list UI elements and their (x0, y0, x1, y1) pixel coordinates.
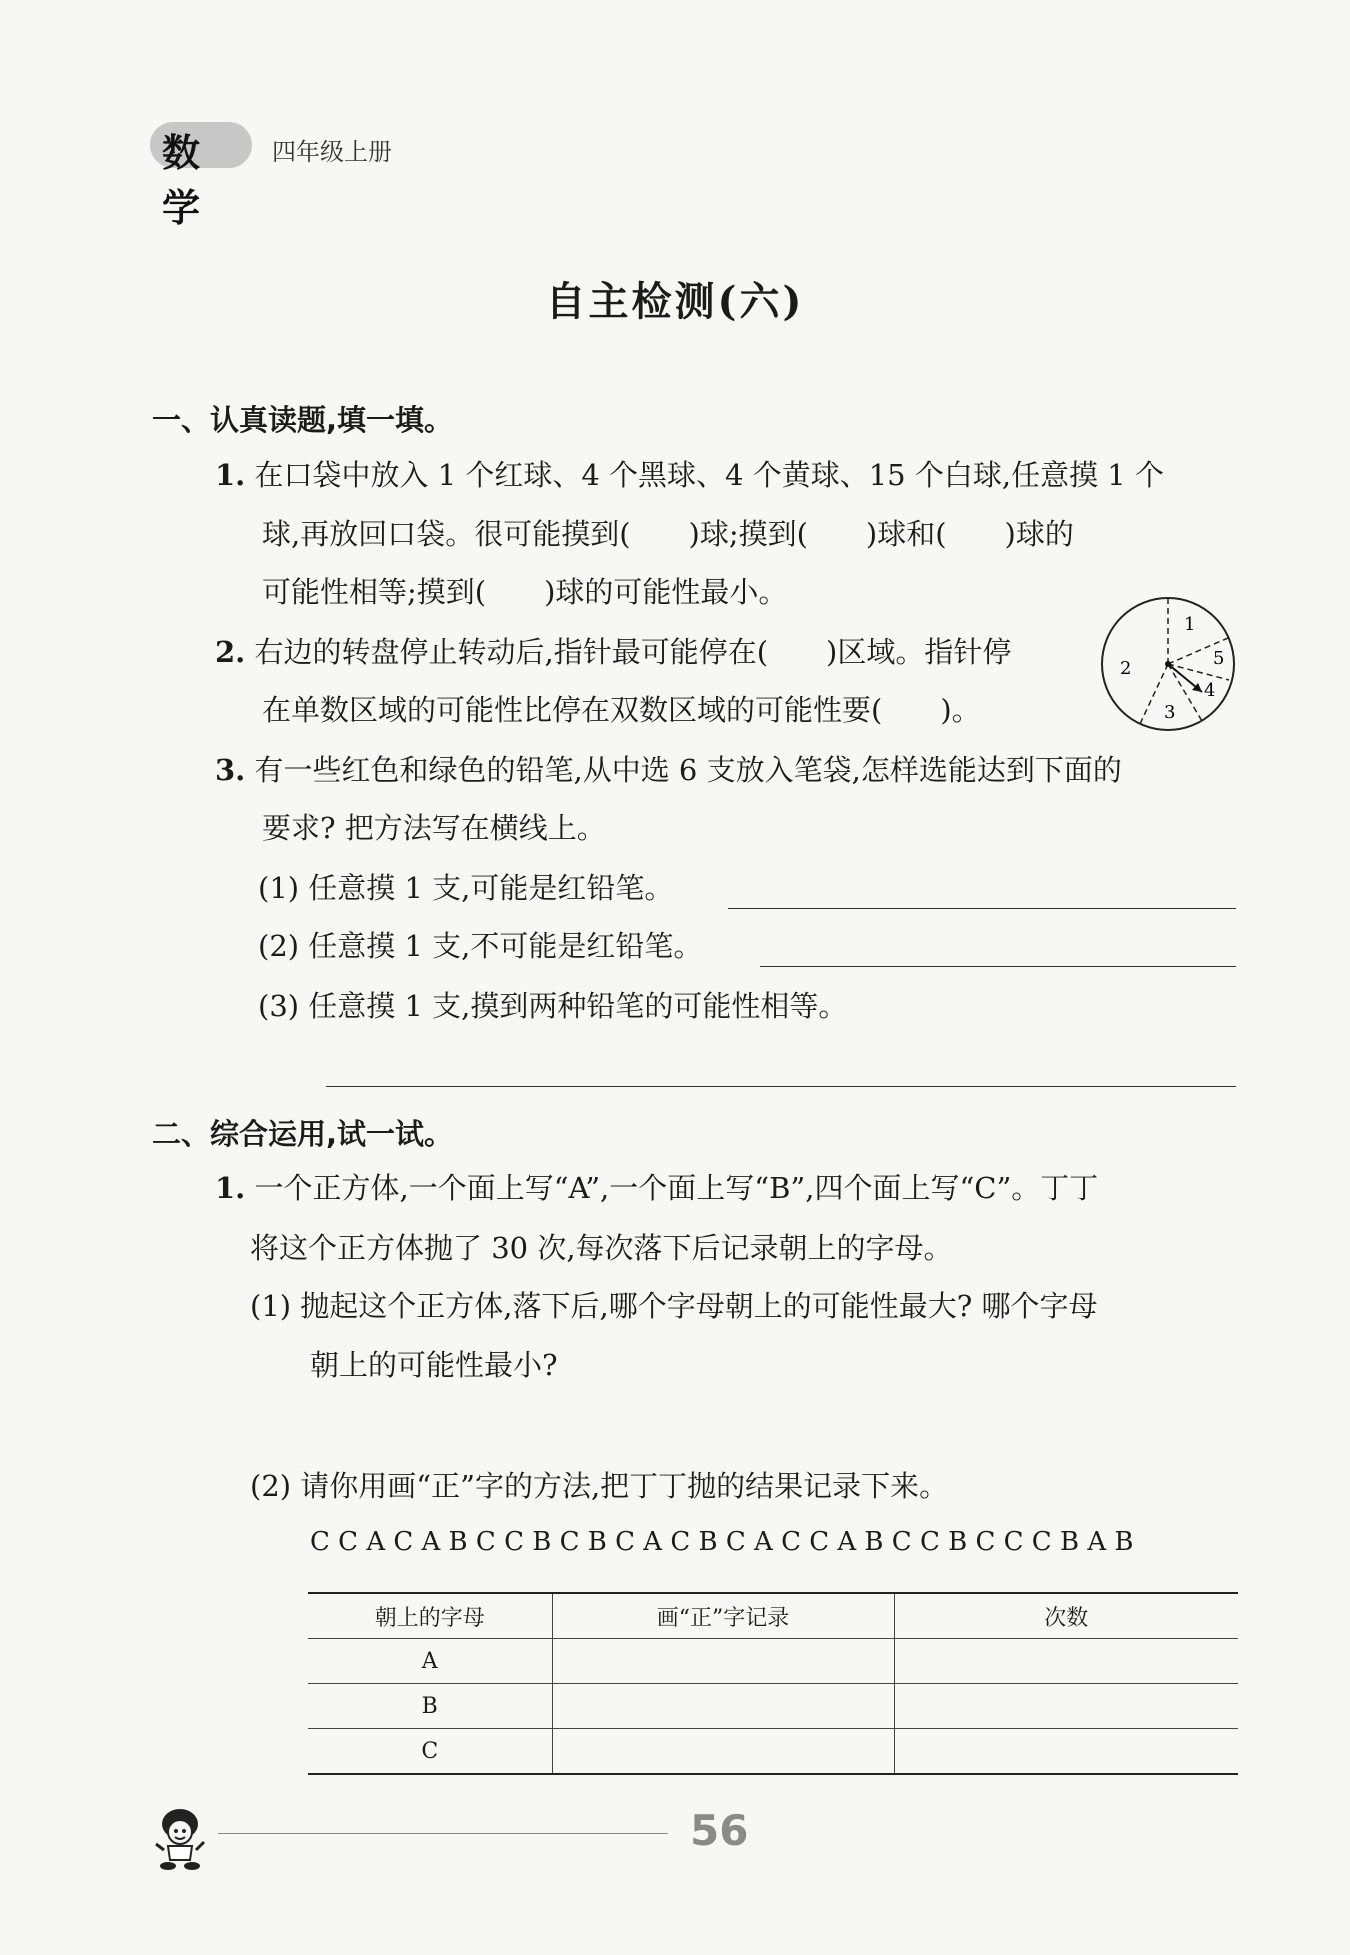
page-title: 自主检测(六) (545, 278, 805, 325)
cell-record[interactable] (552, 1729, 894, 1775)
answer-line-3[interactable] (326, 1086, 1236, 1087)
section1-heading: 一、认真读题,填一填。 (152, 403, 454, 437)
spinner-label-5: 5 (1213, 648, 1225, 669)
header-letter: 朝上的字母 (308, 1593, 552, 1639)
s2-q1-line2: 将这个正方体抛了 30 次,每次落下后记录朝上的字母。 (250, 1231, 953, 1265)
cartoon-mascot-icon (150, 1802, 220, 1872)
cell-record[interactable] (552, 1684, 894, 1729)
s1-q3-line2: 要求? 把方法写在横线上。 (262, 811, 606, 845)
s1-q3-line1 (215, 750, 1122, 790)
cell-record[interactable] (552, 1639, 894, 1684)
table-row (308, 1729, 1238, 1775)
s1-q1-number: 1. (215, 458, 246, 492)
section2-heading: 二、综合运用,试一试。 (152, 1117, 454, 1151)
s2-q1-number: 1. (215, 1171, 246, 1205)
s1-q2-line2: 在单数区域的可能性比停在双数区域的可能性要( )。 (262, 693, 981, 727)
s1-q3-text1: 有一些红色和绿色的铅笔,从中选 6 支放入笔袋,怎样选能达到下面的 (254, 753, 1122, 787)
cell-count[interactable] (894, 1639, 1238, 1684)
s1-q2-text1: 右边的转盘停止转动后,指针最可能停在( )区域。指针停 (254, 635, 1012, 669)
cell-letter: A (308, 1639, 552, 1684)
s1-q3-sub2: (2) 任意摸 1 支,不可能是红铅笔。 (258, 929, 703, 963)
s1-q1-line3: 可能性相等;摸到( )球的可能性最小。 (262, 575, 788, 609)
cell-letter: C (308, 1729, 552, 1775)
s1-q2-number: 2. (215, 635, 246, 669)
s1-q3-sub3: (3) 任意摸 1 支,摸到两种铅笔的可能性相等。 (258, 989, 848, 1023)
spinner-label-1: 1 (1184, 614, 1196, 635)
cell-count[interactable] (894, 1729, 1238, 1775)
spinner-center (1165, 661, 1171, 667)
s2-q1-sub1-line1: (1) 抛起这个正方体,落下后,哪个字母朝上的可能性最大? 哪个字母 (250, 1289, 1098, 1323)
answer-line-1[interactable] (728, 908, 1236, 909)
spinner-label-3: 3 (1164, 702, 1176, 723)
s1-q1-text1: 在口袋中放入 1 个红球、4 个黑球、4 个黄球、15 个白球,任意摸 1 个 (254, 458, 1164, 492)
spinner-label-4: 4 (1204, 680, 1216, 701)
grade-label: 四年级上册 (272, 138, 392, 166)
table-row (308, 1684, 1238, 1729)
toss-sequence: C C A C A B C C B C B C A C B C A C C A B C C B C C C B A B (310, 1527, 1134, 1557)
table-header-row (308, 1593, 1238, 1639)
subject-label: 数学 (162, 131, 207, 230)
s2-q1-sub1-line2: 朝上的可能性最小? (310, 1348, 558, 1382)
s1-q1-line2: 球,再放回口袋。很可能摸到( )球;摸到( )球和( )球的 (262, 517, 1074, 551)
s1-q2-line1 (215, 632, 1011, 672)
spinner-label-2: 2 (1120, 658, 1132, 679)
spinner-wheel (1098, 594, 1238, 734)
s1-q3-sub1: (1) 任意摸 1 支,可能是红铅笔。 (258, 871, 674, 905)
table-row (308, 1639, 1238, 1684)
s1-q1-line1 (215, 455, 1164, 495)
s1-q3-number: 3. (215, 753, 246, 787)
header-count: 次数 (894, 1593, 1238, 1639)
page-number: 56 (690, 1806, 749, 1855)
cell-letter: B (308, 1684, 552, 1729)
footer-rule (218, 1833, 668, 1834)
s2-q1-line1 (215, 1168, 1098, 1208)
s2-q1-text1: 一个正方体,一个面上写“A”,一个面上写“B”,四个面上写“C”。丁丁 (254, 1171, 1099, 1205)
s2-q1-sub2: (2) 请你用画“正”字的方法,把丁丁抛的结果记录下来。 (250, 1469, 949, 1503)
cell-count[interactable] (894, 1684, 1238, 1729)
answer-line-2[interactable] (760, 966, 1236, 967)
header-record: 画“正”字记录 (552, 1593, 894, 1639)
tally-table (308, 1592, 1238, 1775)
